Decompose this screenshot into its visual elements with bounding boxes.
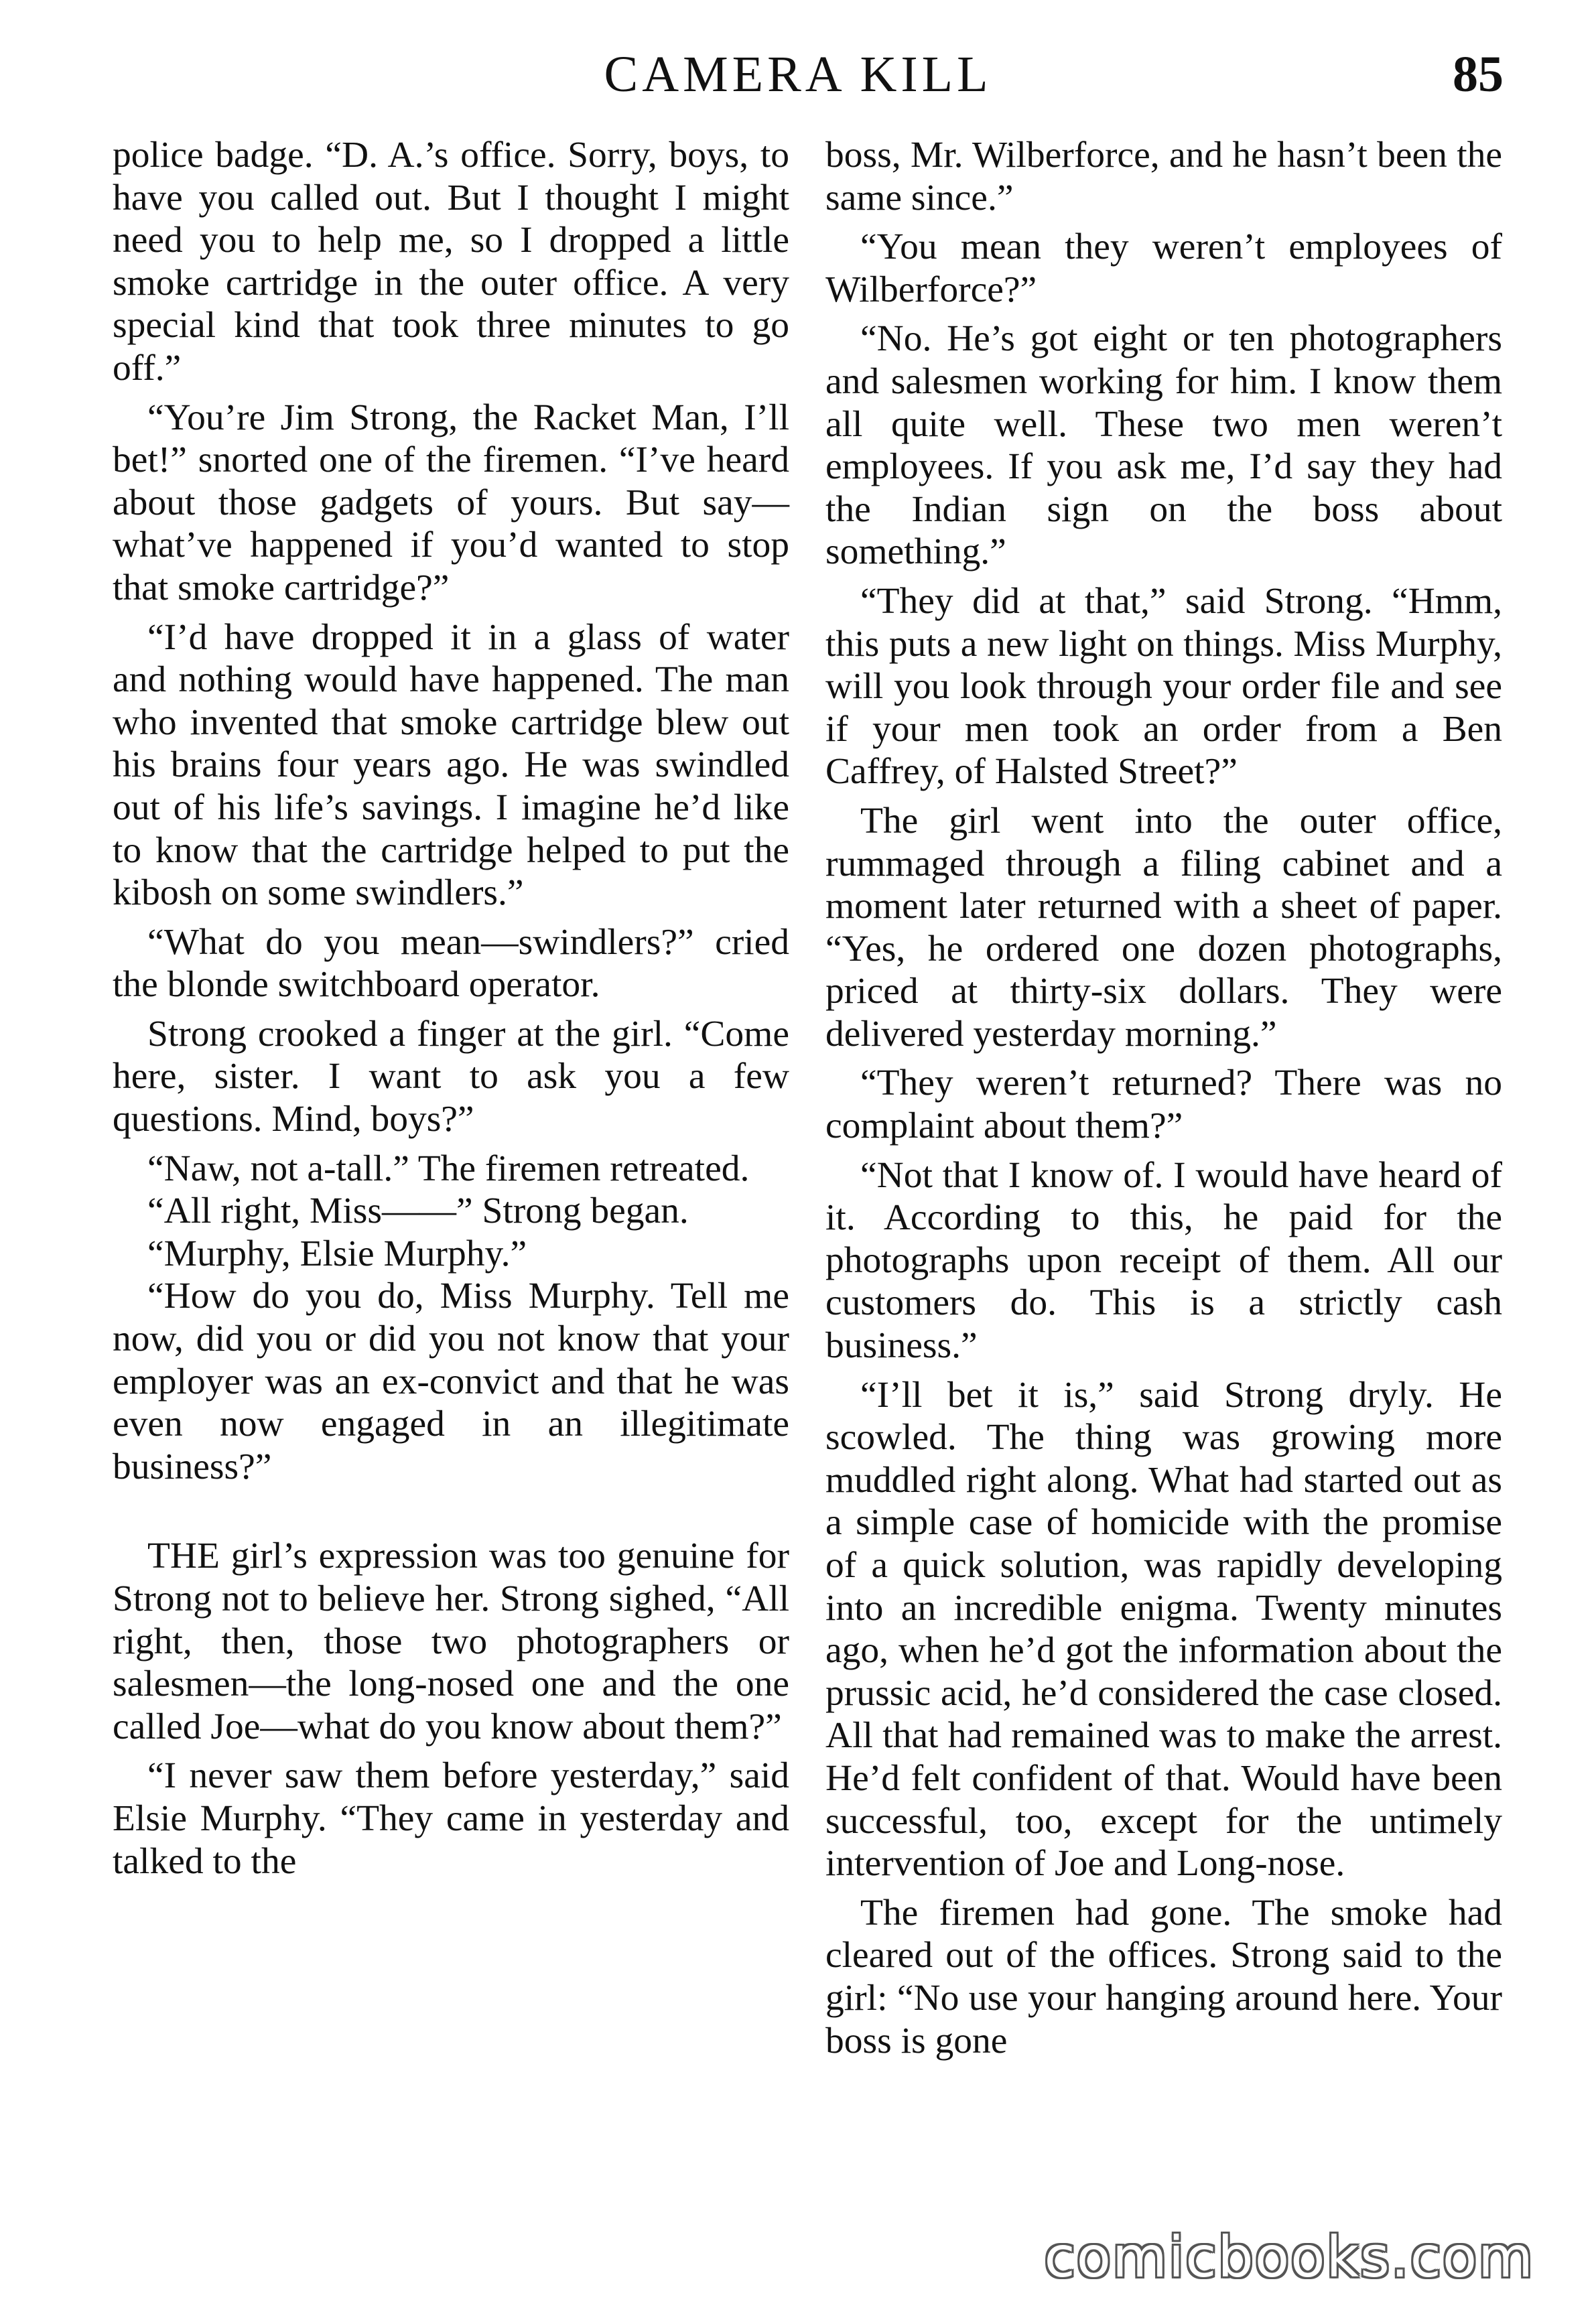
paragraph: “How do you do, Miss Murphy. Tell me now, did you or did you not know that your employer was an ex-convict and that he was even now engaged in an illegitimate business?” [113,1276,789,1487]
paragraph: “They did at that,” said Strong. “Hmm, this puts a new light on things. Miss Murphy, will you look through your order file and see if your men took an order from a Ben Caffrey, of Halsted Street?” [825,580,1502,793]
paragraph: The firemen had gone. The smoke had cleared out of the offices. Strong said to the girl: “No use your hanging around here. Your boss is gone [825,1892,1502,2061]
paragraph: “Not that I know of. I would have heard of it. According to this, he paid for the photographs upon receipt of them. All our customers do. This is a strictly cash business.” [825,1154,1502,1367]
paragraph: “Murphy, Elsie Murphy.” [147,1233,527,1274]
paragraph: “They weren’t returned? There was no complaint about them?” [825,1063,1502,1147]
paragraph: The girl went into the outer office, rummaged through a filing cabinet and a moment later returned with a sheet of paper. “Yes, he ordered one dozen photographs, priced at thirty-six dollars. They were delivered yesterday morning.” [825,800,1502,1054]
paragraph: Strong crooked a finger at the girl. “Come here, sister. I want to ask you a few questions. Mind, boys?” [113,1013,789,1140]
paragraph: “What do you mean—swindlers?” cried the blonde switchboard operator. [113,921,789,1006]
section-start-paragraph: THE girl’s expression was too genuine for Strong not to believe her. Strong sighed, “All right, then, those two photographers or salesmen—the long-nosed one and the one called Joe—what do you know about them?” [113,1536,789,1747]
paragraph: “Naw, not a-tall.” The firemen retreated. [147,1148,750,1189]
site-watermark: comicbooks.com [1044,2224,1534,2290]
paragraph: “I’d have dropped it in a glass of water and nothing would have happened. The man who invented that smoke cartridge blew out his brains four years ago. He was swindled out of his life’s savings. I imagine he’d like to know that the cartridge helped to put the kibosh on some swindlers.” [113,616,789,914]
paragraph: “I’ll bet it is,” said Strong dryly. He scowled. The thing was growing more muddled right along. What had started out as a simple case of homicide with the promise of a quick solution, was rapidly developing into an incredible enigma. Twenty minutes ago, when he’d got the information about the prussic acid, he’d considered the case closed. All that had remained was to make the arrest. He’d felt confident of that. Would have been successful, too, except for the untimely intervention of Joe and Long-nose. [825,1374,1502,1885]
page-number: 85 [1453,46,1504,103]
paragraph: “You’re Jim Strong, the Racket Man, I’ll bet!” snorted one of the firemen. “I’ve heard about those gadgets of yours. But say—what’ve happened if you’d wanted to stop that smoke cartridge?” [113,397,789,608]
paragraph: “No. He’s got eight or ten photographers and salesmen working for him. I know them all quite well. These two men weren’t employees. If you ask me, I’d say they had the Indian sign on the boss about something.” [825,318,1502,573]
running-title: CAMERA KILL [604,46,992,103]
paragraph: boss, Mr. Wilberforce, and he hasn’t been the same since.” [825,135,1502,218]
paragraph: police badge. “D. A.’s office. Sorry, boys, to have you called out. But I thought I might need you to help me, so I dropped a little smoke cartridge in the outer office. A very special kind that took three minutes to go off.” [113,135,789,389]
paragraph: “I never saw them before yesterday,” said Elsie Murphy. “They came in yesterday and talked to the [113,1755,789,1882]
page-header [0,32,1596,113]
paragraph: “You mean they weren’t employees of Wilberforce?” [825,226,1502,310]
paragraph: “All right, Miss——” Strong began. [147,1190,689,1232]
right-column [825,134,1502,2069]
left-column [113,134,789,1889]
